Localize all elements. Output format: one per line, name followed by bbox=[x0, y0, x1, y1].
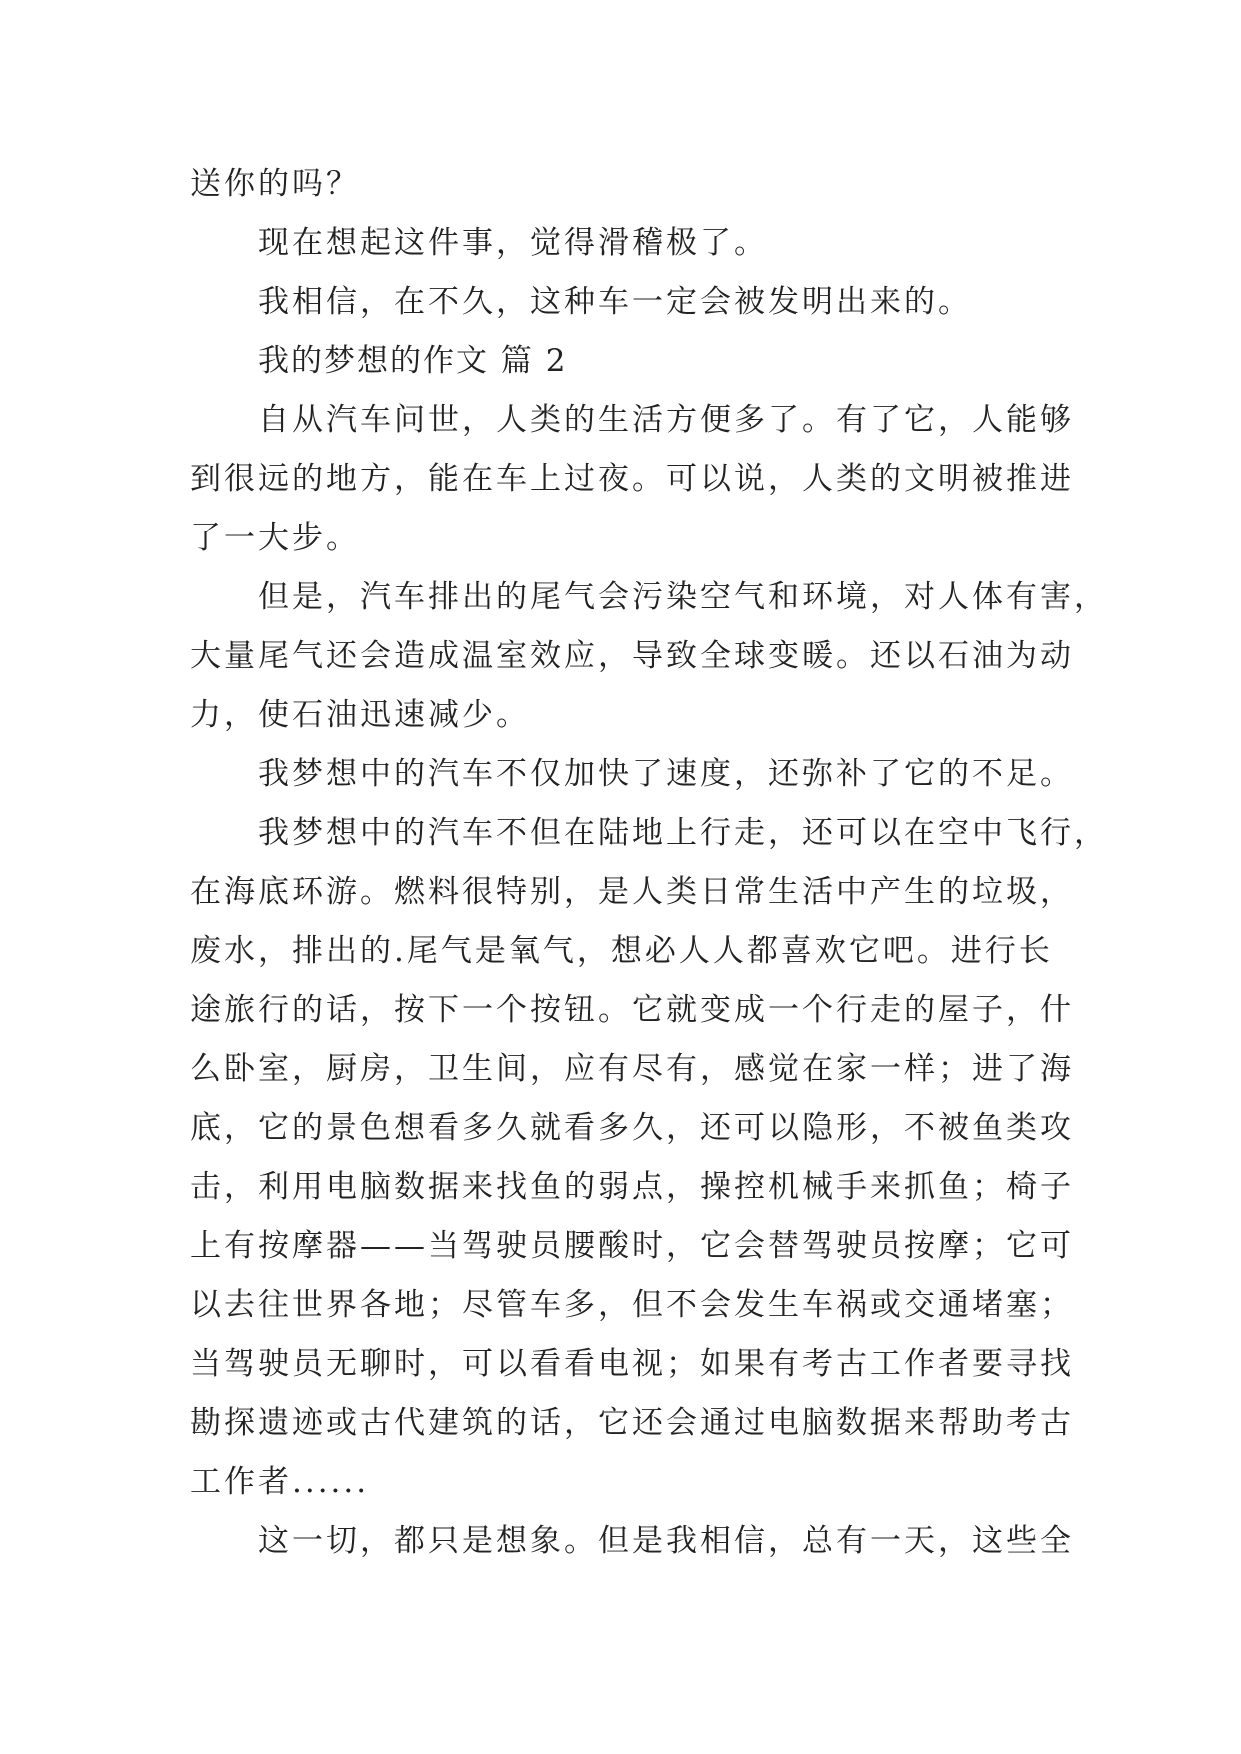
text-line: 上有按摩器——当驾驶员腰酸时，它会替驾驶员按摩；它可 bbox=[190, 1228, 1074, 1264]
text-line: 力，使石油迅速减少。 bbox=[190, 697, 530, 733]
text-line: 当驾驶员无聊时，可以看看电视；如果有考古工作者要寻找 bbox=[190, 1346, 1074, 1382]
text-line: 但是，汽车排出的尾气会污染空气和环境，对人体有害， bbox=[258, 579, 1108, 615]
text-line: 了一大步。 bbox=[190, 520, 360, 556]
text-line: 击，利用电脑数据来找鱼的弱点，操控机械手来抓鱼；椅子 bbox=[190, 1169, 1074, 1205]
text-line: 送你的吗？ bbox=[190, 166, 360, 202]
text-line: 自从汽车问世，人类的生活方便多了。有了它，人能够 bbox=[258, 402, 1074, 438]
text-line: 我梦想中的汽车不仅加快了速度，还弥补了它的不足。 bbox=[258, 756, 1074, 792]
text-line: 底，它的景色想看多久就看多久，还可以隐形，不被鱼类攻 bbox=[190, 1110, 1074, 1146]
text-line: 么卧室，厨房，卫生间，应有尽有，感觉在家一样；进了海 bbox=[190, 1051, 1074, 1087]
text-line: 我梦想中的汽车不但在陆地上行走，还可以在空中飞行， bbox=[258, 815, 1108, 851]
text-line: 途旅行的话，按下一个按钮。它就变成一个行走的屋子，什 bbox=[190, 992, 1074, 1028]
text-line: 以去往世界各地；尽管车多，但不会发生车祸或交通堵塞； bbox=[190, 1287, 1074, 1323]
text-line: 我相信，在不久，这种车一定会被发明出来的。 bbox=[258, 284, 972, 320]
text-line: 到很远的地方，能在车上过夜。可以说，人类的文明被推进 bbox=[190, 461, 1074, 497]
text-line: 现在想起这件事，觉得滑稽极了。 bbox=[258, 225, 768, 261]
text-line: 工作者...... bbox=[190, 1464, 370, 1500]
text-line: 废水，排出的.尾气是氧气，想必人人都喜欢它吧。进行长 bbox=[190, 933, 1053, 969]
text-line: 在海底环游。燃料很特别，是人类日常生活中产生的垃圾， bbox=[190, 874, 1074, 910]
text-line: 勘探遗迹或古代建筑的话，它还会通过电脑数据来帮助考古 bbox=[190, 1405, 1074, 1441]
text-line: 大量尾气还会造成温室效应，导致全球变暖。还以石油为动 bbox=[190, 638, 1074, 674]
section-title: 我的梦想的作文 篇 2 bbox=[258, 343, 568, 379]
text-line: 这一切，都只是想象。但是我相信，总有一天，这些全 bbox=[258, 1523, 1074, 1559]
